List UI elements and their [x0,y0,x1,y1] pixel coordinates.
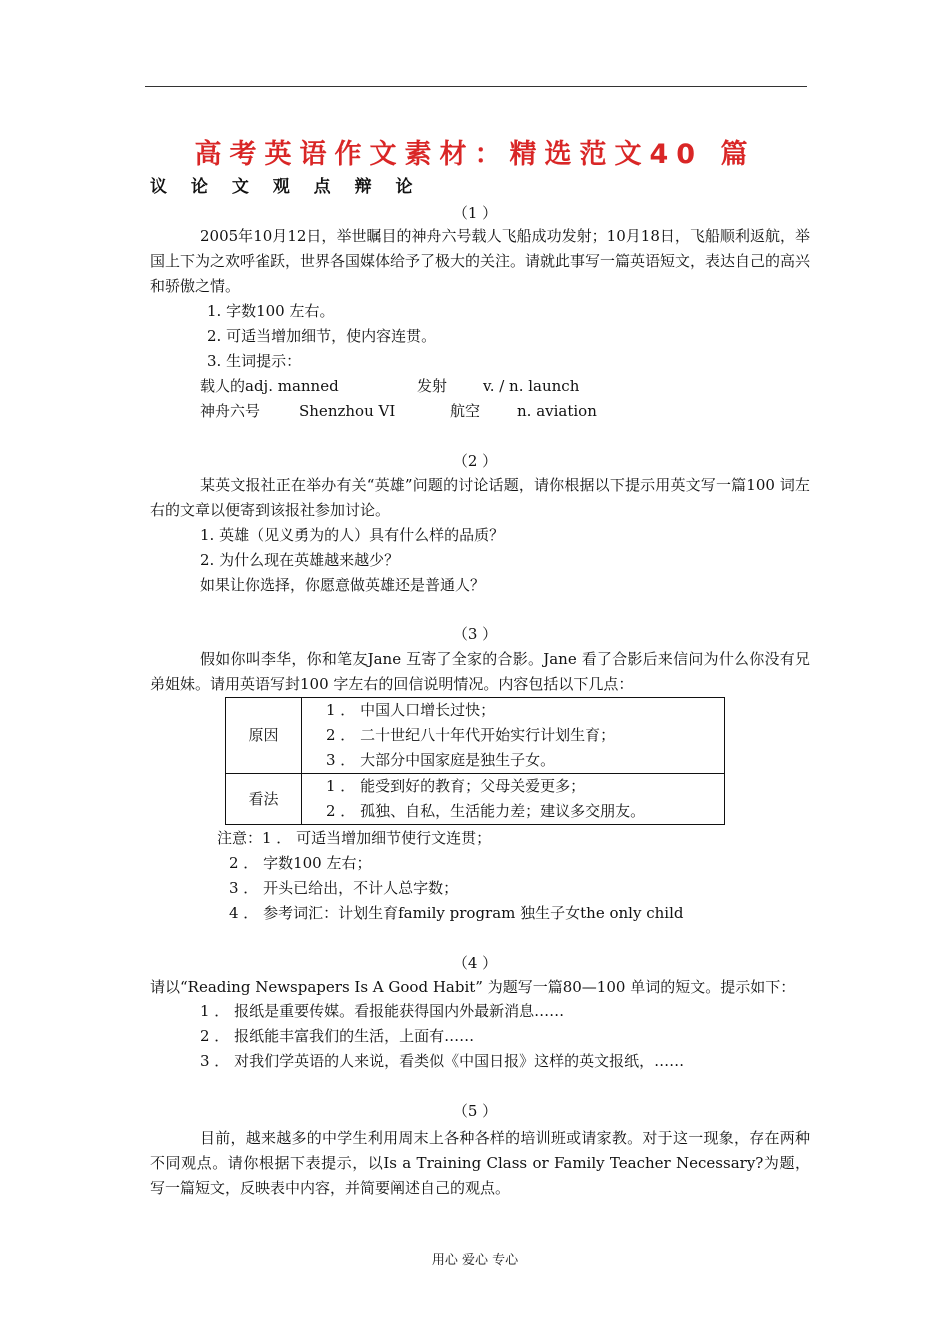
item-2-line-3: 如果让你选择，你愿意做英雄还是普通人？ [200,576,486,594]
vocab-manned: 载人的adj. manned [200,377,339,395]
table-head-reasons: 原因 [226,698,302,774]
page-title: 高考英语作文素材：精选范文40 篇 [194,139,756,170]
page-footer: 用心 爱心 专心 [431,1253,519,1268]
vocab-launch-en: v. / n. launch [483,377,580,395]
item-3-note-1: 注意：1 ． 可适当增加细节使行文连贯； [217,829,492,847]
item-5-body: 目前，越来越多的中学生利用周末上各种各样的培训班或请家教。对于这一现象，存在两种不同观点。请你根据下表提示，以Is a Training Class or Family Teacher Necessary?为题，写一篇短文，反映表中内容，并简要阐述自己的观点。 [150,1129,810,1197]
item-3-number: （3 ） [452,625,498,643]
reasons-table [225,697,725,825]
item-4-number: （4 ） [452,954,498,972]
reason-2: 2 ． 二十世纪八十年代开始实行计划生育； [326,726,616,744]
vocab-shenzhou-cn: 神舟六号 [200,402,261,420]
item-4-line-1: 1 ． 报纸是重要传媒。看报能获得国内外最新消息…… [200,1002,565,1020]
item-5-number: （5 ） [452,1102,498,1120]
section-label: 议 论 文 观 点 辩 论 [150,177,422,197]
item-1-req-1: 1. 字数100 左右。 [207,302,335,320]
reason-1: 1 ． 中国人口增长过快； [326,701,496,719]
table-row-reasons [226,698,725,774]
table-cell-opinions [302,774,725,825]
item-3-body: 假如你叫李华，你和笔友Jane 互寄了全家的合影。Jane 看了合影后来信问为什么你没有兄弟姐妹。请用英语写封100 字左右的回信说明情况。内容包括以下几点： [150,650,810,693]
item-4-line-2: 2 ． 报纸能丰富我们的生活，上面有…… [200,1027,475,1045]
vocab-aviation-cn: 航空 [450,402,481,420]
item-2-line-2: 2. 为什么现在英雄越来越少？ [200,551,400,569]
vocab-aviation-en: n. aviation [517,402,597,420]
table-head-opinions: 看法 [226,774,302,825]
table-row-opinions [226,774,725,825]
table-cell-reasons [302,698,725,774]
item-3-note-2: 2 ． 字数100 左右； [229,854,372,872]
vocab-shenzhou-en: Shenzhou VI [299,402,396,420]
item-1-number: （1 ） [452,204,498,222]
item-1-req-2: 2. 可适当增加细节，使内容连贯。 [207,327,437,345]
item-2-line-1: 1. 英雄（见义勇为的人）具有什么样的品质？ [200,526,505,544]
vocab-launch-cn: 发射 [417,377,448,395]
item-4-body: 请以“Reading Newspapers Is A Good Habit” 为题写一篇80—100 单词的短文。提示如下： [150,978,796,996]
opinion-2: 2 ． 孤独、自私，生活能力差；建议多交朋友。 [326,802,646,820]
item-2-number: （2 ） [452,452,498,470]
item-2-body: 某英文报社正在举办有关“英雄”问题的讨论话题，请你根据以下提示用英文写一篇100 词左右的文章以便寄到该报社参加讨论。 [150,476,810,519]
item-1-req-3: 3. 生词提示： [207,352,302,370]
reason-3: 3 ． 大部分中国家庭是独生子女。 [326,751,556,769]
item-3-note-3: 3 ． 开头已给出，不计人总字数； [229,879,459,897]
opinion-1: 1 ． 能受到好的教育；父母关爱更多； [326,777,586,795]
header-rule [145,86,807,87]
item-1-body: 2005年10月12日，举世瞩目的神舟六号载人飞船成功发射；10月18日，飞船顺利返航，举国上下为之欢呼雀跃，世界各国媒体给予了极大的关注。请就此事写一篇英语短文，表达自己的高兴和骄傲之情。 [150,227,811,295]
item-4-line-3: 3 ． 对我们学英语的人来说，看类似《中国日报》这样的英文报纸，…… [200,1052,685,1070]
item-3-note-4: 4 ． 参考词汇：计划生育family program 独生子女the only child [229,904,684,922]
